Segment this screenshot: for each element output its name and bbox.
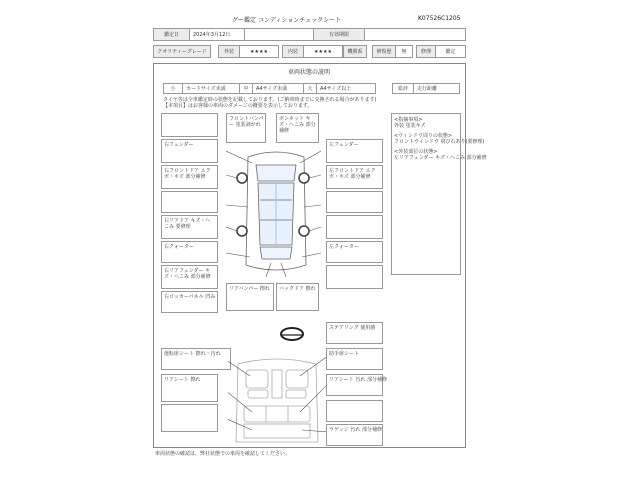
sheet-title: グー鑑定 コンディションチェックシート	[232, 17, 342, 24]
overall-label: 総評	[392, 83, 414, 94]
label-right-front-door: 右フロントドア エクボ・キズ 部分補修	[164, 168, 211, 180]
label-rear-gate: バックドア 擦れ	[279, 286, 316, 292]
document-id: K07526C1205	[418, 15, 461, 22]
box-left-8	[161, 291, 218, 313]
label-front-seat-left: 運転席シート 擦れ・汚れ	[164, 351, 221, 357]
box-right-2	[326, 165, 383, 189]
box-bottom-left	[226, 283, 274, 311]
legend-mid-label: 中	[239, 83, 253, 94]
label-steering: ステアリング 使用感	[329, 325, 376, 331]
box-right-3	[326, 191, 383, 213]
box-luggage-2	[326, 424, 383, 446]
legend-small-desc: カードサイズ未満	[182, 83, 240, 94]
comment-box	[391, 113, 487, 275]
box-interior-extra	[161, 404, 218, 432]
label-luggage: ラゲッジ 汚れ 部分補修	[329, 427, 382, 433]
box-left-2	[161, 139, 218, 163]
comment-4: フロントウインドウ 飛び石あり(要修理)	[394, 139, 485, 145]
box-right-4	[326, 215, 383, 239]
box-front-seat-left	[161, 348, 231, 370]
label-left-front-door: 左フロントドア エクボ・キズ 部分補修	[329, 168, 376, 180]
car-interior-diagram	[228, 356, 326, 448]
note-line-1: タイヤ等は全車鑑定時の状態を記載しております。(ご納車時までに交換される場合があります)	[163, 97, 377, 103]
box-top-left	[226, 113, 266, 143]
interior-stars: ★★★★	[303, 45, 343, 58]
box-right-5	[326, 241, 383, 263]
label-right-quarter: 右クォーター	[164, 244, 194, 250]
box-left-4	[161, 191, 218, 213]
legend-mid-desc: A4サイズ未満	[252, 83, 304, 94]
info-row1-blank	[244, 28, 314, 41]
label-right-rear-fender: 右リアフェンダー キズ・へこみ 部分補修	[164, 268, 211, 280]
label-front-seat-right: 助手席シート	[329, 351, 360, 357]
note-line-2: 【本項目】はお客様の車両のダメージの概要を表示しております。	[163, 103, 313, 109]
repair-label: 修理	[416, 45, 436, 58]
extra-label: 鑑定	[435, 45, 466, 58]
box-front-seat-right	[326, 348, 383, 370]
box-steering	[326, 322, 383, 344]
box-rear-seat-right	[326, 374, 387, 396]
legend-large-desc: A4サイズ以上	[316, 83, 376, 94]
quality-grade-label: クオリティーグレード	[153, 45, 211, 58]
label-rear-seat-left: リアシート 擦れ	[164, 377, 201, 383]
box-right-1	[326, 139, 383, 163]
label-left-fender: 左フェンダー	[329, 142, 359, 148]
box-left-1	[161, 113, 218, 137]
validity-value	[364, 28, 466, 41]
car-top-view-diagram	[226, 145, 326, 280]
label-rear-seat-right: リアシート 汚れ 部分補修	[329, 377, 387, 383]
comment-6: 左リアフェンダー キズ・へこみ 部分補修	[394, 155, 487, 161]
comment-1: <指摘事項>	[394, 117, 423, 123]
inspect-date-value: 2024年3月12日	[189, 28, 245, 41]
box-left-7	[161, 265, 218, 289]
box-top-right	[276, 113, 319, 143]
label-left-quarter: 左クォーター	[329, 244, 359, 250]
inspect-date-label: 鑑定日	[153, 28, 190, 41]
box-rear-seat-left	[161, 374, 218, 402]
history-label: 修復歴	[372, 45, 396, 58]
label-right-fender: 右フェンダー	[164, 142, 194, 148]
footer-note: 車両状態の確認は、弊社状態での車両を確認してください。	[155, 451, 291, 457]
label-front-bumper: フロントバンパー 塗装剥がれ	[229, 116, 264, 128]
exterior-label: 外装	[218, 45, 240, 58]
box-luggage-1	[326, 400, 383, 422]
box-left-3	[161, 165, 218, 189]
box-bottom-right	[276, 283, 319, 311]
box-left-5	[161, 215, 218, 239]
steering-wheel-icon	[279, 326, 305, 342]
exterior-stars: ★★★★	[239, 45, 279, 58]
legend-large-label: 大	[303, 83, 317, 94]
label-right-rocker: 右ロッカーパネル 凹み	[164, 294, 216, 300]
motor-label: 機関系	[343, 45, 367, 58]
label-rear-bumper: リアバンパー 擦れ	[229, 286, 270, 292]
comment-2: 外装 塗装キズ	[394, 123, 426, 129]
label-hood: ボンネット キズ・へこみ 部分補修	[279, 116, 316, 134]
comment-3: <ウィンドウ周りの状態>	[394, 133, 453, 139]
validity-label: 有効期限	[313, 28, 365, 41]
box-right-6	[326, 265, 383, 289]
box-left-6	[161, 241, 218, 263]
comment-5: <外装部位の状態>	[394, 149, 438, 155]
panel-title: 車両状態の説明	[288, 69, 331, 76]
legend-small-label: 小	[163, 83, 183, 94]
interior-label: 内装	[282, 45, 304, 58]
history-value: 無	[395, 45, 413, 58]
overall-value: 走行距離	[413, 83, 460, 94]
label-right-rear-door: 右リアドア キズ・へこみ 要修理	[164, 218, 211, 230]
